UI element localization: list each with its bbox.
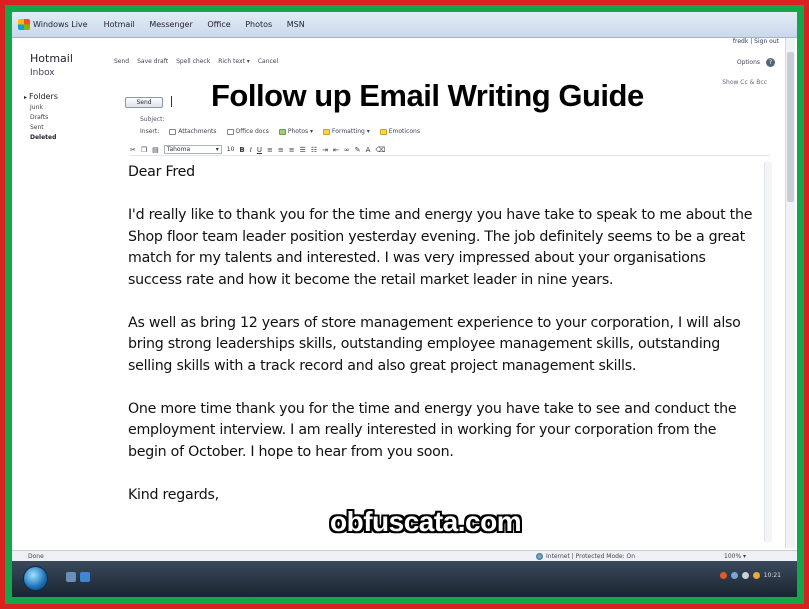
sidebar-item-drafts[interactable]: Drafts <box>30 114 49 121</box>
office-docs-label: Office docs <box>235 128 269 135</box>
subject-label: Subject: <box>140 116 165 123</box>
page-title: Follow up Email Writing Guide <box>211 78 644 113</box>
sidebar-item-sent[interactable]: Sent <box>30 124 44 131</box>
chevron-down-icon: ▾ <box>215 146 219 153</box>
email-paragraph-2: As well as bring 12 years of store management experience to your corporation, I will also bring strong leaderships skills, outstanding employee management skills, outstanding selling skills with a track record and also great project management skills. <box>128 314 741 374</box>
indent-icon[interactable]: ⇥ <box>322 145 329 154</box>
sidebar-item-deleted[interactable]: Deleted <box>30 134 57 141</box>
windows-live-label: Windows Live <box>33 20 88 29</box>
attachments-label: Attachments <box>178 128 217 135</box>
copy-icon[interactable]: ❐ <box>140 145 148 154</box>
options-link[interactable]: Options <box>736 59 760 66</box>
paste-icon[interactable]: ▤ <box>152 145 159 154</box>
top-navigation <box>104 20 317 29</box>
browser-icon[interactable] <box>80 572 90 582</box>
status-text: Done <box>28 553 44 560</box>
formatting-label: Formatting ▾ <box>332 128 370 135</box>
outdent-icon[interactable]: ⇤ <box>333 145 339 154</box>
browser-screen <box>12 12 797 597</box>
link-icon[interactable]: ∞ <box>343 145 350 154</box>
security-zone-label: Internet | Protected Mode: On <box>546 553 636 560</box>
photo-icon <box>279 129 286 135</box>
align-left-icon[interactable]: ≡ <box>266 145 273 154</box>
photos-button[interactable] <box>279 128 313 135</box>
sidebar-inbox[interactable]: Inbox <box>30 68 55 78</box>
font-size-select[interactable]: 10 <box>226 146 235 153</box>
bold-button[interactable]: B <box>239 145 245 154</box>
nav-office[interactable]: Office <box>207 20 231 29</box>
cancel-action[interactable]: Cancel <box>257 58 279 65</box>
emoticons-button[interactable] <box>380 128 420 135</box>
photos-label: Photos ▾ <box>287 128 314 135</box>
sidebar-item-junk[interactable]: Junk <box>30 104 43 111</box>
compose-action-bar <box>114 58 278 65</box>
font-select[interactable] <box>164 145 222 154</box>
clear-format-icon[interactable]: ⌫ <box>375 145 386 154</box>
formatting-button[interactable] <box>323 128 370 135</box>
italic-button[interactable]: I <box>249 145 252 154</box>
emoticons-label: Emoticons <box>388 128 420 135</box>
user-sign-out[interactable]: fredk | Sign out <box>732 38 779 45</box>
windows-live-bar <box>12 12 797 38</box>
help-icon[interactable]: ? <box>766 58 775 67</box>
number-list-icon[interactable]: ☷ <box>310 145 318 154</box>
volume-icon[interactable] <box>742 572 749 579</box>
editor-scrollbar[interactable] <box>764 162 772 542</box>
nav-photos[interactable]: Photos <box>245 20 273 29</box>
scrollbar-thumb[interactable] <box>787 52 794 202</box>
underline-button[interactable]: U <box>256 145 262 154</box>
save-draft-action[interactable]: Save draft <box>137 58 169 65</box>
office-docs-button[interactable] <box>227 128 269 135</box>
globe-icon <box>536 553 543 560</box>
sidebar-folders[interactable]: ▸ Folders <box>24 92 112 101</box>
send-action[interactable]: Send <box>114 58 130 65</box>
clock[interactable]: 10:21 <box>763 572 781 579</box>
show-desktop-icon[interactable] <box>66 572 76 582</box>
nav-hotmail[interactable]: Hotmail <box>103 20 135 29</box>
to-field-cursor <box>171 96 172 107</box>
battery-icon[interactable] <box>753 572 760 579</box>
send-button[interactable]: Send <box>125 97 163 108</box>
taskbar <box>12 561 797 597</box>
windows-flag-icon <box>18 19 30 30</box>
smiley-icon <box>380 129 387 135</box>
font-color-icon[interactable]: A <box>365 145 371 154</box>
alert-icon[interactable] <box>720 572 727 579</box>
security-zone <box>536 553 635 560</box>
watermark: obfuscata.com <box>330 506 522 537</box>
options-area <box>737 58 775 67</box>
status-bar <box>12 550 797 561</box>
insert-label: Insert: <box>140 128 160 135</box>
windows-live-logo[interactable] <box>18 19 88 30</box>
email-paragraph-3: One more time thank you for the time and energy you have take to see and conduct the employment interview. I am really interested in working for your corporation from the begin of October. I hope to hear from you soon. <box>128 400 737 460</box>
page-scrollbar[interactable] <box>785 38 795 548</box>
nav-msn[interactable]: MSN <box>286 20 305 29</box>
start-button[interactable] <box>23 566 48 591</box>
spell-check-action[interactable]: Spell check <box>176 58 211 65</box>
attachments-button[interactable] <box>169 128 216 135</box>
align-center-icon[interactable]: ≡ <box>277 145 284 154</box>
cut-icon[interactable]: ✂ <box>130 145 136 154</box>
network-icon[interactable] <box>731 572 738 579</box>
align-right-icon[interactable]: ≡ <box>288 145 295 154</box>
zoom-level[interactable]: 100% ▾ <box>724 553 747 560</box>
email-closing: Kind regards, <box>128 486 219 503</box>
sidebar <box>12 38 112 548</box>
email-paragraph-1: I'd really like to thank you for the time and energy you have take to speak to me about the Shop floor team leader position yesterday evening. The job definitely seems to be a great match for my talents and interested. I was very impressed about your organisations success rate and how it become the retail market leader in nine years. <box>128 207 753 288</box>
formatting-icon <box>323 129 330 135</box>
sidebar-hotmail[interactable]: Hotmail <box>30 52 73 65</box>
font-value: Tahoma <box>166 146 191 153</box>
document-icon <box>227 129 234 135</box>
formatting-toolbar <box>130 144 770 156</box>
email-greeting: Dear Fred <box>128 164 195 180</box>
show-cc-bcc-link[interactable]: Show Cc & Bcc <box>722 79 767 86</box>
nav-messenger[interactable]: Messenger <box>149 20 193 29</box>
system-tray <box>720 572 781 579</box>
paperclip-icon <box>169 129 176 135</box>
bullet-list-icon[interactable]: ☰ <box>299 145 306 154</box>
insert-toolbar <box>140 128 420 135</box>
email-body[interactable] <box>128 162 756 528</box>
highlight-icon[interactable]: ✎ <box>354 145 361 154</box>
rich-text-action[interactable]: Rich text ▾ <box>218 58 250 65</box>
